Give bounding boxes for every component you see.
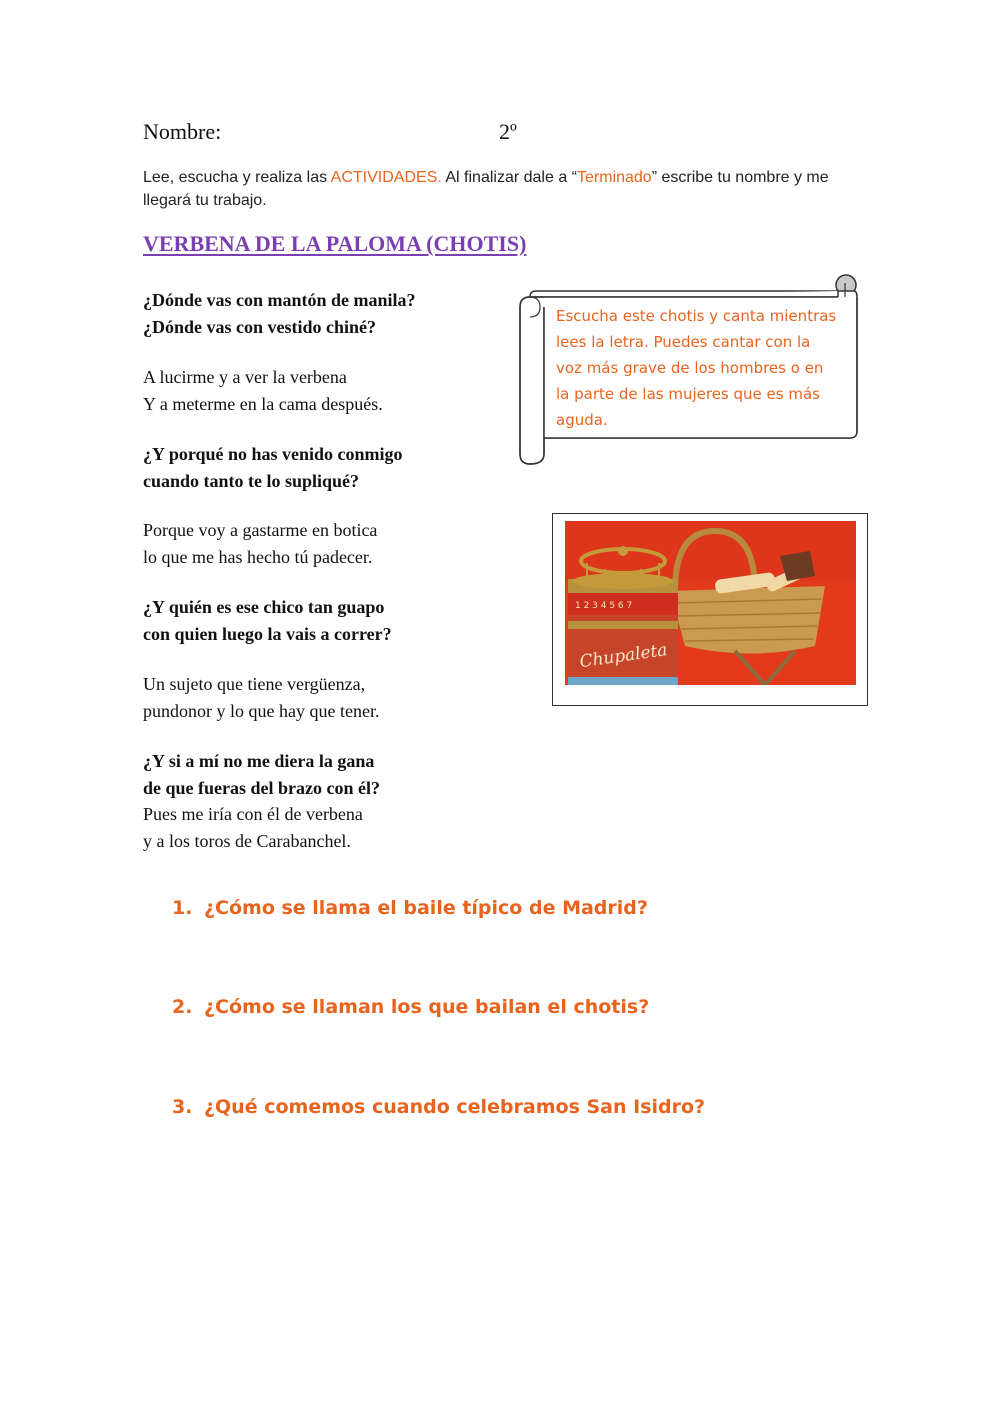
poem-line: ¿Y quién es ese chico tan guapo bbox=[143, 597, 385, 617]
poem-line: Y a meterme en la cama después. bbox=[143, 393, 383, 414]
poem-stanza-1 bbox=[143, 287, 503, 340]
poem-line: ¿Y si a mí no me diera la gana bbox=[143, 751, 375, 771]
poem-line: lo que me has hecho tú padecer. bbox=[143, 546, 373, 567]
grade-label: 2º bbox=[499, 119, 517, 144]
can-logo-text: Chupaleta bbox=[578, 640, 669, 673]
question-number: 1. bbox=[172, 897, 193, 919]
poem-line: Porque voy a gastarme en botica bbox=[143, 520, 378, 540]
instructions-part3: ” escribe tu nombre y me llegará tu trabajo. bbox=[143, 169, 829, 209]
page-title: VERBENA DE LA PALOMA (CHOTIS) bbox=[143, 231, 527, 256]
instructions bbox=[143, 166, 833, 212]
activities-word: ACTIVIDADES. bbox=[330, 169, 442, 186]
poem-stanza-8 bbox=[143, 801, 503, 854]
question-text: ¿Cómo se llama el baile típico de Madrid? bbox=[204, 897, 648, 919]
instructions-part2: Al finalizar dale a “ bbox=[441, 169, 577, 186]
question-number: 3. bbox=[172, 1096, 193, 1118]
question-3 bbox=[172, 1096, 705, 1118]
poem-line: A lucirme y a ver la verbena bbox=[143, 367, 347, 387]
poem-stanza-5 bbox=[143, 594, 503, 647]
poem-line: Pues me iría con él de verbena bbox=[143, 804, 363, 824]
instructions-part1: Lee, escucha y realiza las bbox=[143, 169, 331, 186]
question-1 bbox=[172, 897, 648, 919]
question-number: 2. bbox=[172, 996, 193, 1018]
poem-stanza-7 bbox=[143, 748, 503, 801]
scroll-note-text: Escucha este chotis y canta mientras lees la letra. Puedes cantar con la voz más grave de los hombres o en la parte de las mujeres que es más aguda. bbox=[556, 307, 837, 429]
poem-line: y a los toros de Carabanchel. bbox=[143, 830, 351, 851]
poem-line: ¿Dónde vas con vestido chiné? bbox=[143, 316, 377, 337]
name-label: Nombre: bbox=[143, 119, 222, 144]
barquillero-photo bbox=[565, 521, 856, 685]
svg-text:1 2 3 4 5 6 7: 1 2 3 4 5 6 7 bbox=[575, 601, 633, 611]
poem-line: pundonor y lo que hay que tener. bbox=[143, 700, 380, 721]
finished-word: Terminado bbox=[577, 169, 652, 186]
poem-stanza-4 bbox=[143, 517, 503, 570]
poem-stanza-3 bbox=[143, 441, 503, 494]
question-text: ¿Qué comemos cuando celebramos San Isidro? bbox=[204, 1096, 706, 1118]
poem-line: ¿Dónde vas con mantón de manila? bbox=[143, 290, 416, 310]
poem-stanza-6 bbox=[143, 671, 503, 724]
poem-line: ¿Y porqué no has venido conmigo bbox=[143, 444, 403, 464]
question-2 bbox=[172, 996, 649, 1018]
question-text: ¿Cómo se llaman los que bailan el chotis? bbox=[204, 996, 650, 1018]
poem-line: cuando tanto te lo supliqué? bbox=[143, 470, 360, 491]
poem-line: de que fueras del brazo con él? bbox=[143, 777, 380, 798]
poem-line: con quien luego la vais a correr? bbox=[143, 623, 392, 644]
poem-stanza-2 bbox=[143, 364, 503, 417]
poem-line: Un sujeto que tiene vergüenza, bbox=[143, 674, 366, 694]
